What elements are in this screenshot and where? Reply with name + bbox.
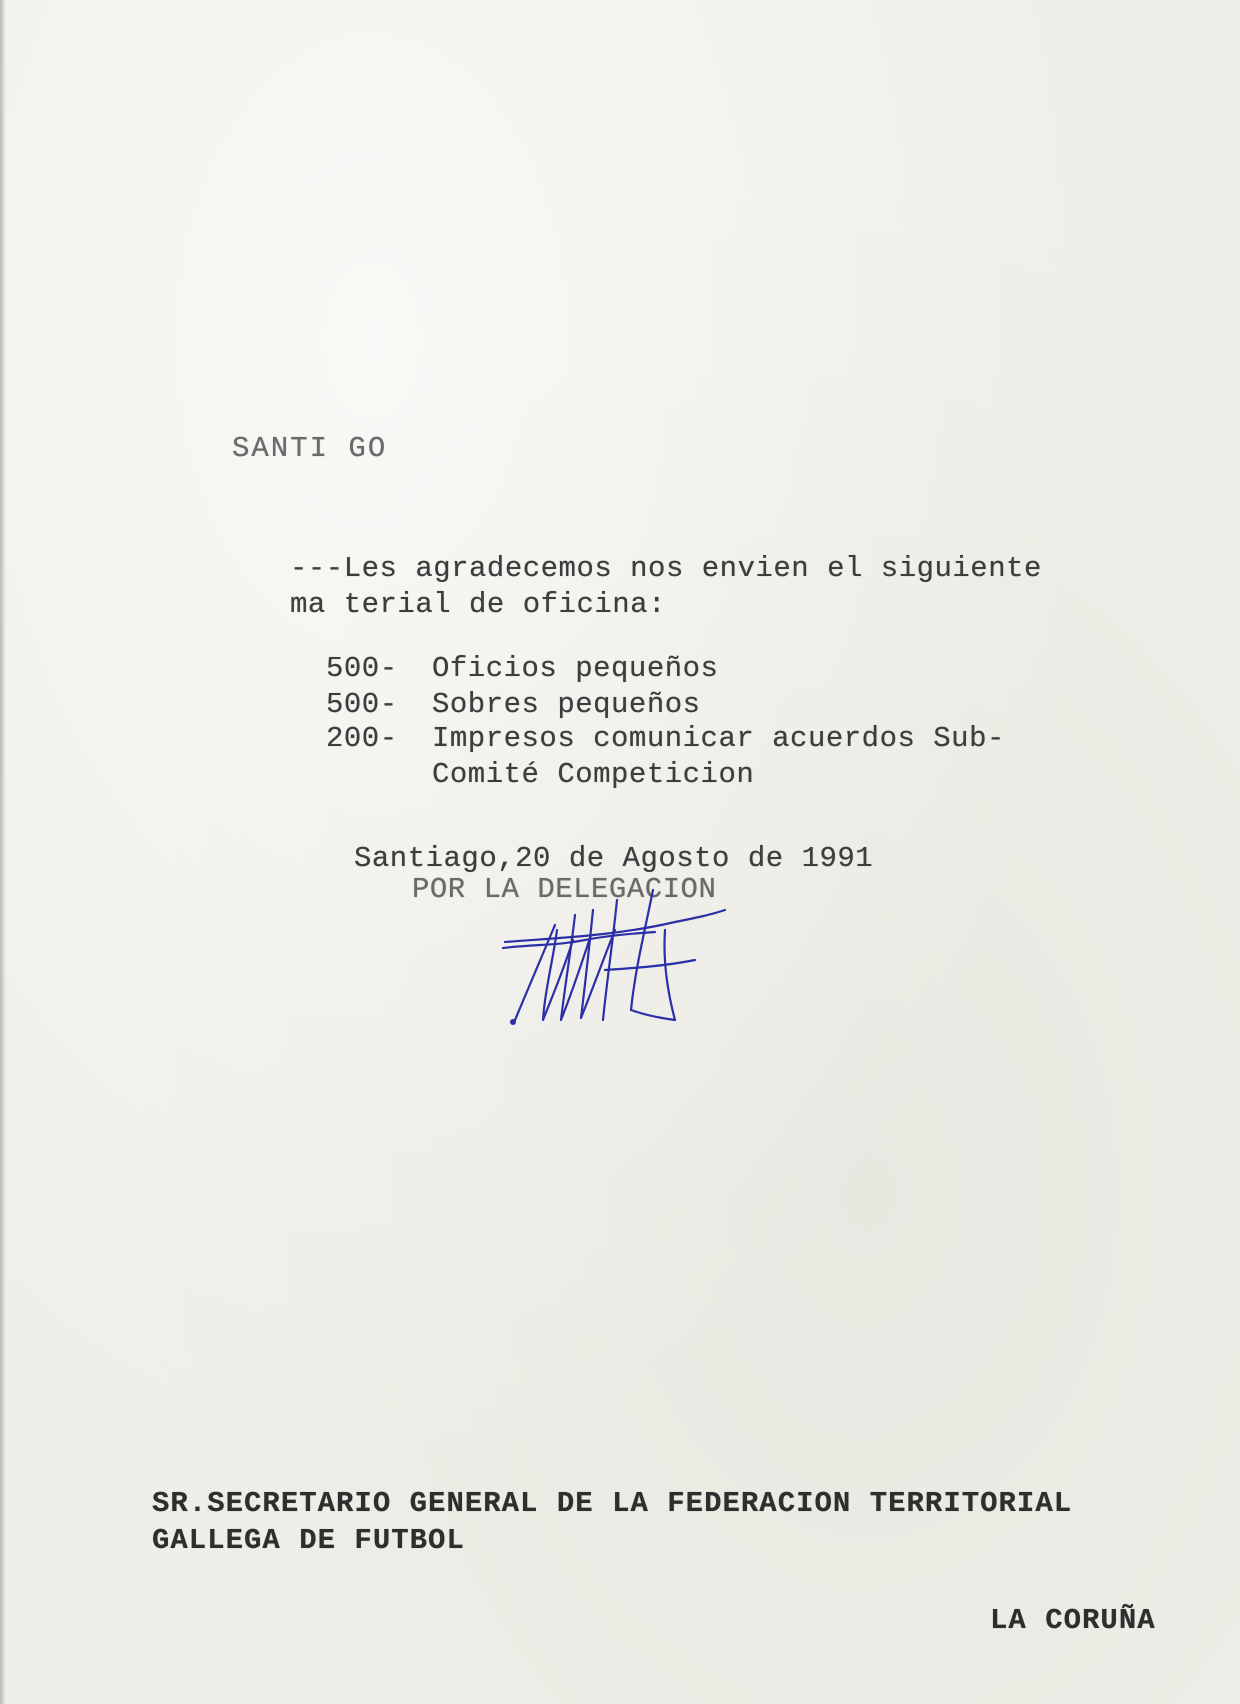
intro-line-1: ---Les agradecemos nos envien el siguiente bbox=[290, 552, 1042, 585]
item-desc: Impresos comunicar acuerdos Sub- bbox=[432, 722, 1005, 755]
handwritten-signature bbox=[495, 870, 735, 1030]
item-continuation: Comité Competicion bbox=[432, 758, 755, 791]
item-qty: 500- bbox=[326, 688, 398, 721]
item-desc: Oficios pequeños bbox=[432, 652, 719, 685]
signoff: POR LA DELEGACION bbox=[412, 873, 717, 906]
intro-line-2: ma terial de oficina: bbox=[290, 588, 666, 621]
item-desc: Sobres pequeños bbox=[432, 688, 701, 721]
date-line: Santiago,20 de Agosto de 1991 bbox=[354, 842, 874, 875]
recipient-line-1: SR.SECRETARIO GENERAL DE LA FEDERACION TERRITORIAL bbox=[152, 1487, 1073, 1520]
item-qty: 200- bbox=[326, 722, 398, 755]
letter-heading: SANTI GO bbox=[232, 432, 388, 465]
paper-edge-shadow bbox=[0, 0, 6, 1704]
recipient-line-2: GALLEGA DE FUTBOL bbox=[152, 1524, 465, 1557]
recipient-city: LA CORUÑA bbox=[990, 1604, 1156, 1637]
item-qty: 500- bbox=[326, 652, 398, 685]
